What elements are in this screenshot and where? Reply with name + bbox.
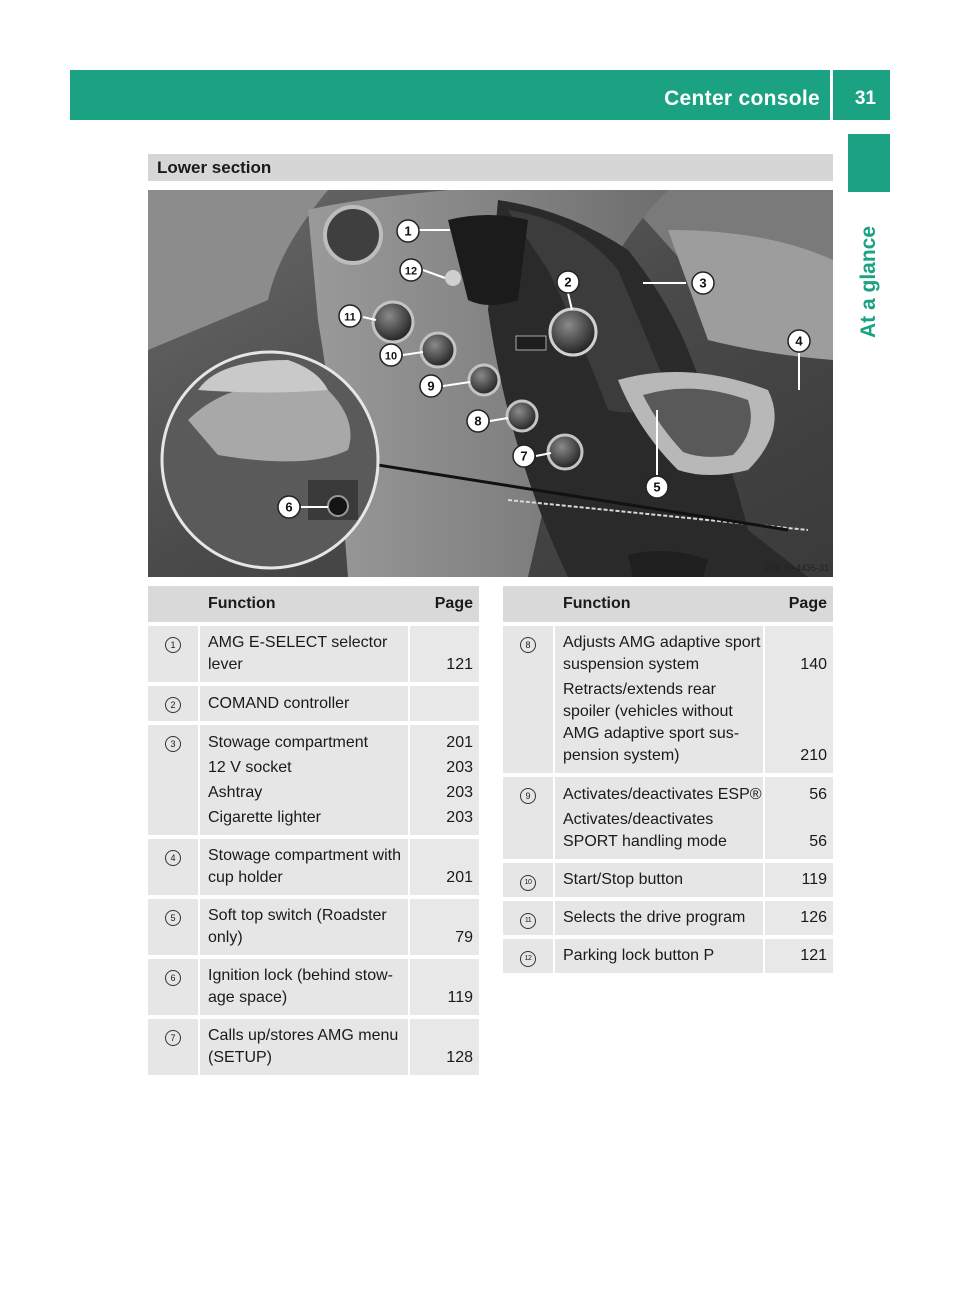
table-row <box>503 935 833 973</box>
table-row <box>148 682 479 721</box>
callout-11 <box>339 305 361 327</box>
svg-text:12: 12 <box>404 265 418 278</box>
svg-text:2: 2 <box>564 274 572 290</box>
function-cell: Stowage compartment <box>200 721 410 754</box>
function-cell: Ignition lock (behind stow-age space) <box>200 955 410 1015</box>
table-row <box>148 835 479 895</box>
item-number-badge: 6 <box>165 970 181 986</box>
svg-text:7: 7 <box>520 448 528 464</box>
function-cell: Ashtray <box>200 779 410 804</box>
function-cell: Adjusts AMG adaptive sport suspension system <box>555 622 765 676</box>
callout-10 <box>380 344 402 366</box>
item-number-cell <box>148 1015 200 1075</box>
item-number-cell <box>503 773 555 806</box>
svg-text:4: 4 <box>795 333 803 349</box>
item-number-cell <box>503 859 555 897</box>
function-cell: Activates/deactivates SPORT handling mode <box>555 806 765 859</box>
callout-7 <box>513 445 535 467</box>
page-reference-cell: 140 <box>765 622 833 676</box>
header-number-col <box>148 586 200 622</box>
item-number-badge: 2 <box>165 697 181 713</box>
table-row <box>148 804 479 835</box>
svg-text:1: 1 <box>404 223 412 239</box>
page-reference-cell: 201 <box>410 721 479 754</box>
item-number-cell <box>148 955 200 1015</box>
table-row <box>148 721 479 754</box>
function-table-left <box>148 586 479 1075</box>
page-reference-cell: 119 <box>410 955 479 1015</box>
table-row <box>503 897 833 935</box>
page-reference-cell: 56 <box>765 806 833 859</box>
item-number-cell <box>503 622 555 676</box>
item-number-badge: 11 <box>520 913 536 929</box>
page-reference-cell: 56 <box>765 773 833 806</box>
item-number-cell <box>148 754 200 779</box>
function-cell: Activates/deactivates ESP® <box>555 773 765 806</box>
page-reference-cell: 79 <box>410 895 479 955</box>
table-row <box>148 955 479 1015</box>
item-number-cell <box>148 779 200 804</box>
item-number-badge: 8 <box>520 637 536 653</box>
center-console-photo <box>148 190 833 577</box>
table-row <box>503 859 833 897</box>
item-number-cell <box>503 806 555 859</box>
header-number-col <box>503 586 555 622</box>
table-row <box>148 1015 479 1075</box>
page-reference-cell <box>410 682 479 721</box>
callout-4 <box>788 330 810 352</box>
item-number-cell <box>503 897 555 935</box>
table-row <box>503 773 833 806</box>
table-row <box>148 895 479 955</box>
item-number-badge: 10 <box>520 875 536 891</box>
function-cell: Calls up/stores AMG menu (SETUP) <box>200 1015 410 1075</box>
page-reference-cell: 121 <box>765 935 833 973</box>
image-reference-code: P68.20-4435-31 <box>764 563 829 573</box>
item-number-cell <box>503 935 555 973</box>
svg-text:6: 6 <box>285 499 293 515</box>
item-number-badge: 9 <box>520 788 536 804</box>
page-reference-cell: 121 <box>410 622 479 682</box>
page-reference-cell: 201 <box>410 835 479 895</box>
item-number-badge: 12 <box>520 951 536 967</box>
svg-text:8: 8 <box>474 413 482 429</box>
page-reference-cell: 210 <box>765 676 833 773</box>
table-row <box>503 806 833 859</box>
function-cell: Start/Stop button <box>555 859 765 897</box>
header-function: Function <box>555 586 765 622</box>
header-page: Page <box>410 586 479 622</box>
table-row <box>503 622 833 676</box>
page-reference-cell: 128 <box>410 1015 479 1075</box>
svg-text:10: 10 <box>384 350 398 363</box>
item-number-cell <box>148 721 200 754</box>
function-cell: AMG E-SELECT selector lever <box>200 622 410 682</box>
item-number-cell <box>148 804 200 835</box>
item-number-badge: 4 <box>165 850 181 866</box>
table-header-row <box>148 586 479 622</box>
section-header <box>148 154 833 181</box>
callout-2 <box>557 271 579 293</box>
callout-8 <box>467 410 489 432</box>
page-number: 31 <box>854 88 876 109</box>
function-cell: COMAND controller <box>200 682 410 721</box>
table-row <box>503 676 833 773</box>
svg-text:5: 5 <box>653 479 661 495</box>
header-page: Page <box>765 586 833 622</box>
page-reference-cell: 203 <box>410 804 479 835</box>
table-row <box>148 754 479 779</box>
section-title: Lower section <box>157 158 272 177</box>
header-bar <box>70 70 890 120</box>
item-number-cell <box>503 676 555 773</box>
callout-1 <box>397 220 419 242</box>
item-number-cell <box>148 682 200 721</box>
function-cell: Selects the drive program <box>555 897 765 935</box>
item-number-cell <box>148 895 200 955</box>
header-separator <box>830 70 833 120</box>
function-cell: Stowage compartment with cup holder <box>200 835 410 895</box>
side-marker <box>848 134 890 192</box>
page-reference-cell: 203 <box>410 779 479 804</box>
item-number-cell <box>148 622 200 682</box>
chapter-title: Center console <box>664 87 820 110</box>
function-cell: Cigarette lighter <box>200 804 410 835</box>
header-function: Function <box>200 586 410 622</box>
item-number-badge: 5 <box>165 910 181 926</box>
item-number-badge: 3 <box>165 736 181 752</box>
item-number-badge: 1 <box>165 637 181 653</box>
callout-6 <box>278 496 300 518</box>
page-reference-cell: 119 <box>765 859 833 897</box>
function-cell: 12 V socket <box>200 754 410 779</box>
function-cell: Parking lock button P <box>555 935 765 973</box>
svg-text:11: 11 <box>344 311 356 324</box>
callout-3 <box>692 272 714 294</box>
item-number-cell <box>148 835 200 895</box>
function-cell: Retracts/extends rear spoiler (vehicles without AMG adaptive sport sus-pension system) <box>555 676 765 773</box>
console-illustration <box>148 190 833 577</box>
table-header-row <box>503 586 833 622</box>
callout-12 <box>400 259 422 281</box>
callout-5 <box>646 476 668 498</box>
page-reference-cell: 203 <box>410 754 479 779</box>
callout-9 <box>420 375 442 397</box>
side-tab-label: At a glance <box>857 225 880 338</box>
function-cell: Soft top switch (Roadster only) <box>200 895 410 955</box>
table-row <box>148 622 479 682</box>
page-reference-cell: 126 <box>765 897 833 935</box>
svg-text:3: 3 <box>699 275 707 291</box>
item-number-badge: 7 <box>165 1030 181 1046</box>
table-row <box>148 779 479 804</box>
svg-text:9: 9 <box>427 378 435 394</box>
function-table-right <box>503 586 833 973</box>
